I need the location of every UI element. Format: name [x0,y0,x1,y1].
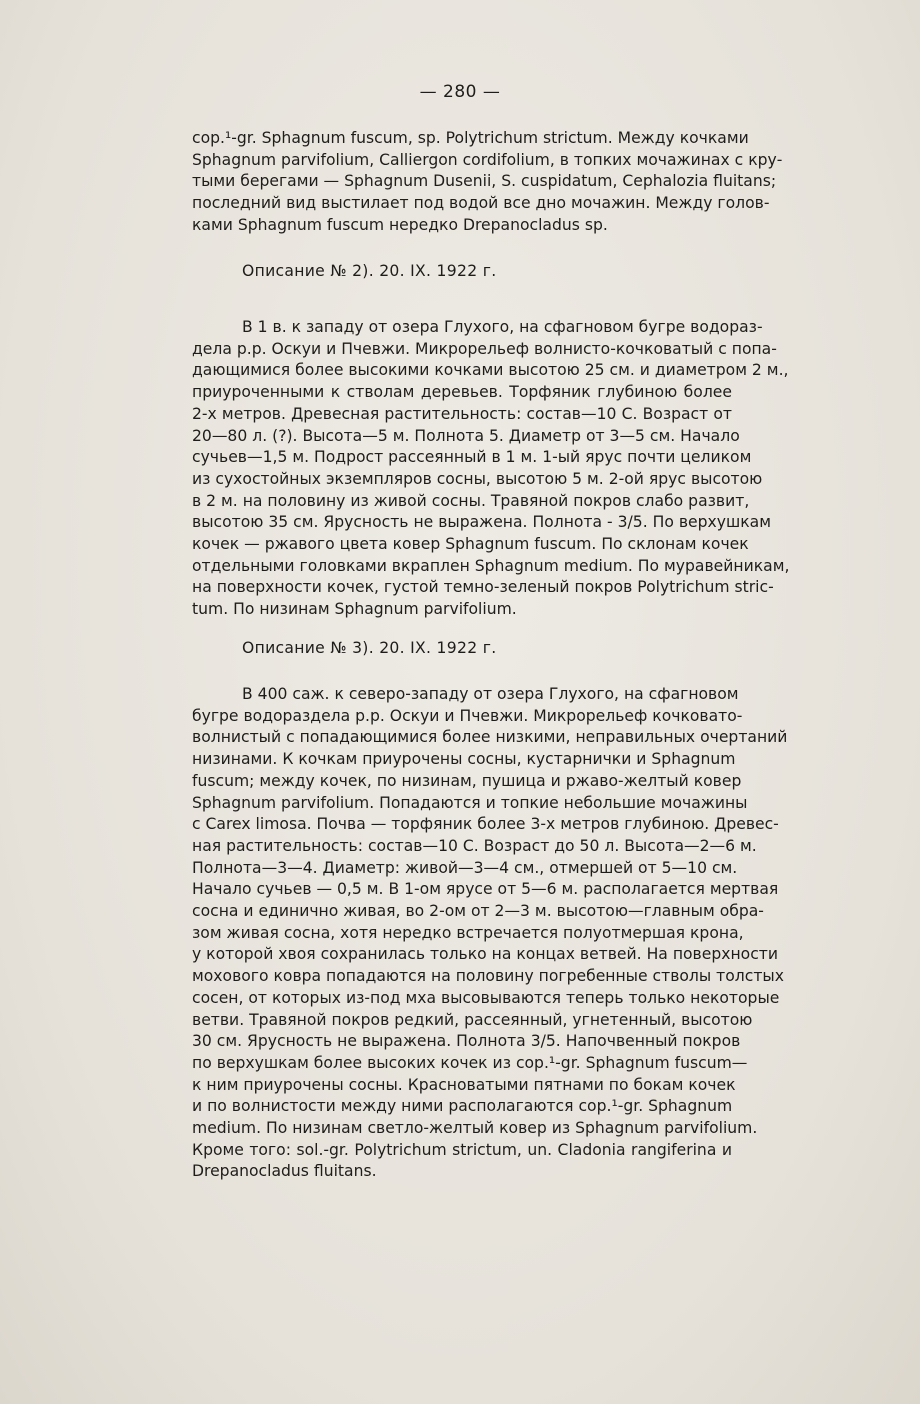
text-line: на поверхности кочек, густой темно-зеленый покров Polytrichum stric- [192,578,774,597]
paragraph-1 [192,128,783,237]
paragraph-3 [192,684,788,1183]
text-line: 2-х метров. Древесная растительность: состав—10 С. Возраст от [192,404,732,423]
text-line: 20—80 л. (?). Высота—5 м. Полнота 5. Диаметр от 3—5 см. Начало [192,426,740,445]
text-line: Drepanocladus fluitans. [192,1162,377,1181]
text-line: ная растительность: состав—10 С. Возраст до 50 л. Высота—2—6 м. [192,836,757,855]
page-number: — 280 — [419,82,501,102]
text-line: последний вид выстилает под водой все дно мочажин. Между голов- [192,194,770,213]
text-line: сучьев—1,5 м. Подрост рассеянный в 1 м. 1-ый ярус почти целиком [192,448,752,467]
text-line: ками Sphagnum fuscum нередко Drepanocladus sp. [192,215,608,234]
text-line: сосна и единично живая, во 2-ом от 2—3 м. высотою—главным обра- [192,902,764,921]
text-line: Sphagnum parvifolium, Calliergon cordifolium, в топких мочажинах с кру- [192,150,783,169]
text-line: бугре водораздела р.р. Оскуи и Пчевжи. Микрорельеф кочковато- [192,706,743,725]
text-line: fuscum; между кочек, по низинам, пушица и ржаво-желтый ковер [192,771,742,790]
text-line: 30 см. Ярусность не выражена. Полнота 3/5. Напочвенный покров [192,1032,741,1051]
text-line: Sphagnum parvifolium. Попадаются и топкие небольшие мочажины [192,793,748,812]
text-line: и по волнистости между ними располагаются cop.¹-gr. Sphagnum [192,1097,733,1116]
text-line: с Carex limosa. Почва — торфяник более 3-х метров глубиною. Древес- [192,815,779,834]
text-line: отдельными головками вкраплен Sphagnum medium. По муравейникам, [192,556,790,575]
text-line: сосен, от которых из-под мха высовываются теперь только некоторые [192,988,780,1007]
text-line: из сухостойных экземпляров сосны, высотою 5 м. 2-ой ярус высотою [192,469,763,488]
text-line: волнистый с попадающимися более низкими, неправильных очертаний [192,728,788,747]
text-line: к ним приурочены сосны. Красноватыми пятнами по бокам кочек [192,1075,736,1094]
section-heading-3: Описание № 3). 20. IX. 1922 г. [242,639,497,657]
text-line: В 1 в. к западу от озера Глухого, на сфагновом бугре водораз- [242,318,763,336]
text-line: у которой хвоя сохранилась только на концах ветвей. На поверхности [192,945,778,964]
text-line: дела р.р. Оскуи и Пчевжи. Микрорельеф волнисто-кочковатый с попа- [192,339,777,358]
text-line: medium. По низинам светло-желтый ковер из Sphagnum parvifolium. [192,1119,758,1138]
text-line: cop.¹-gr. Sphagnum fuscum, sp. Polytrichum strictum. Между кочками [192,129,749,147]
text-line: ветви. Травяной покров редкий, рассеянный, угнетенный, высотою [192,1010,753,1029]
text-line: кочек — ржавого цвета ковер Sphagnum fuscum. По склонам кочек [192,535,749,554]
text-line: высотою 35 см. Ярусность не выражена. Полнота - 3/5. По верхушкам [192,513,771,532]
section-heading-2: Описание № 2). 20. IX. 1922 г. [242,262,497,280]
text-line: Полнота—3—4. Диаметр: живой—3—4 см., отмершей от 5—10 см. [192,858,738,877]
paragraph-2 [192,317,790,621]
text-line: по верхушкам более высоких кочек из cop.¹-gr. Sphagnum fuscum— [192,1053,748,1072]
text-line: Начало сучьев — 0,5 м. В 1-ом ярусе от 5—6 м. располагается мертвая [192,880,779,899]
text-line: В 400 саж. к северо-западу от озера Глухого, на сфагновом [242,685,739,703]
text-line: мохового ковра попадаются на половину погребенные стволы толстых [192,967,784,986]
text-line: зом живая сосна, хотя нередко встречается полуотмершая крона, [192,923,744,942]
text-line: дающимися более высокими кочками высотою 25 см. и диаметром 2 м., [192,361,789,380]
text-line: в 2 м. на половину из живой сосны. Травяной покров слабо развит, [192,491,750,510]
text-line: tum. По низинам Sphagnum parvifolium. [192,600,517,619]
text-line: приуроченными к стволам деревьев. Торфяник глубиною более [192,383,732,402]
text-line: низинами. К кочкам приурочены сосны, кустарнички и Sphagnum [192,750,736,769]
text-line: тыми берегами — Sphagnum Dusenii, S. cuspidatum, Cephalozia fluitans; [192,172,777,191]
text-line: Кроме того: sol.-gr. Polytrichum strictum, un. Cladonia rangiferina и [192,1140,732,1159]
